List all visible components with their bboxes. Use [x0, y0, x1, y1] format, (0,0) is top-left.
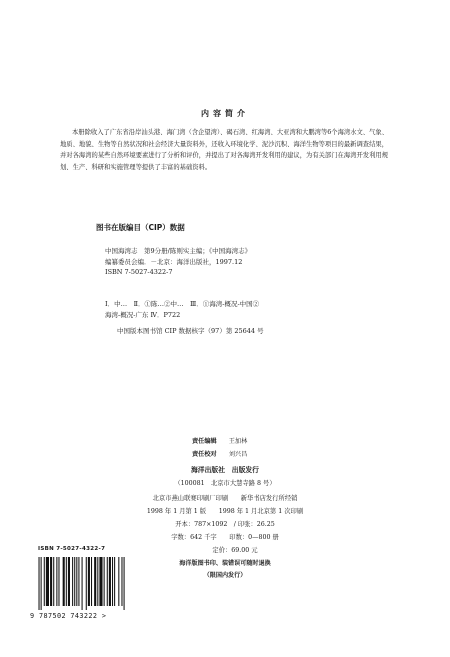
cip-index-line-1: Ⅰ．中… Ⅱ．①陈…②中… Ⅲ．①海湾-概况-中国② — [105, 300, 260, 308]
publisher-line: 海洋出版社 出版发行 — [191, 466, 259, 474]
cip-record-line-2: 编纂委员会编．－北京：海洋出版社，1997.12 — [105, 257, 243, 266]
editor-credit — [192, 436, 247, 445]
barcode-icon — [38, 557, 126, 610]
cip-record-line-1: 中国海湾志 第9分册/陈则实主编；《中国海湾志》 — [105, 247, 252, 255]
summary-body: 本册除收入了广东省沿岸汕头港、海门湾（含企望湾）、碣石湾、红海湾、大亚湾和大鹏湾等6个海湾水文、气象、地质、地貌、生物等自然状况和社会经济大量资料外，还收入环境化学、泥沙沉积、海洋生物等项目的最新调查结果，并对各海湾的某些自然环境要素进行了分析和评价，并提出了对各海湾开发利用的建议，为有关部门在海湾开发利用规划、生产、科研和实施管理等提供了丰富的基础资料。 — [60, 129, 388, 171]
notice-line: 海洋版图书印、装错误可随时退换 — [179, 560, 271, 567]
format-line: 开本：787×1092 / 印张：26.25 — [175, 521, 275, 528]
price-line: 定价：69.00 元 — [212, 547, 258, 554]
proofreader-credit — [192, 449, 247, 458]
proofreader-label: 责任校对 — [192, 451, 217, 458]
publisher-address: （100081 北京市大慧寺路 8 号） — [174, 480, 276, 487]
barcode-digits: 9 787502 743222 > — [30, 612, 107, 620]
restricted-line: （限国内发行） — [203, 572, 247, 579]
summary-title: 内容简介 — [201, 109, 249, 118]
editor-name: 王加林 — [228, 438, 248, 445]
words-line: 字数：642 千字 印数：0—800 册 — [171, 534, 279, 541]
cip-heading: 图书在版编目（CIP）数据 — [96, 223, 185, 232]
cip-catalog-number: 中国版本图书馆 CIP 数据核字（97）第 25644 号 — [117, 327, 264, 335]
cip-index-line-2: 海湾-概况-广东 Ⅳ．P722 — [105, 310, 181, 319]
edition-line: 1998 年 1 月第 1 版 1998 年 1 月北京第 1 次印刷 — [146, 508, 304, 515]
printer-line: 北京市燕山联赛印刷厂印刷 新华书店发行所经销 — [152, 495, 298, 502]
barcode-isbn-text: ISBN 7-5027-4322-7 — [38, 546, 106, 552]
cip-record-isbn: ISBN 7-5027-4322-7 — [105, 268, 173, 276]
editor-label: 责任编辑 — [192, 438, 217, 445]
cip-record — [105, 246, 385, 278]
cip-index — [105, 299, 385, 320]
proofreader-name: 刘兴昌 — [228, 451, 248, 458]
